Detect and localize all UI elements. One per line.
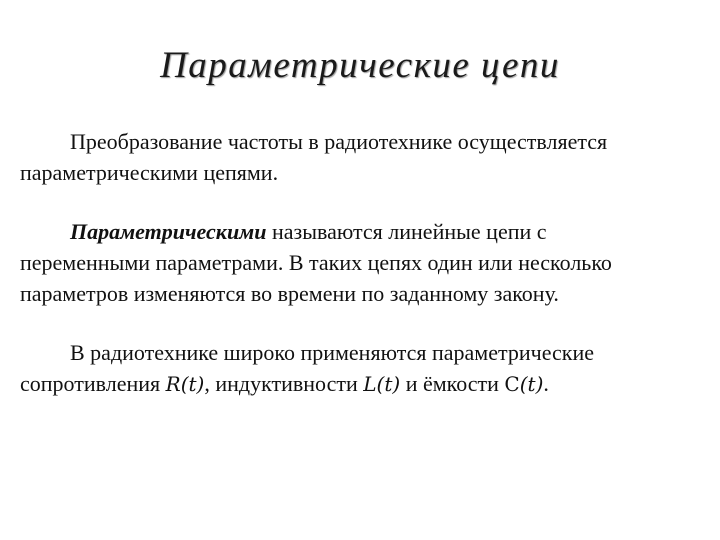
paragraph-text: и ёмкости: [400, 371, 505, 396]
paragraph-text: Преобразование частоты в радиотехнике осуществляется параметрическими цепями.: [20, 129, 608, 185]
math-resistance: R(t): [165, 372, 205, 396]
math-inductance: L(t): [363, 372, 401, 396]
paragraph-text: В радиотехнике широко применяются параметрические сопротивления: [20, 340, 594, 396]
paragraph-text: , индуктивности: [204, 371, 364, 396]
slide-title: Параметрические цепи: [160, 45, 560, 86]
math-capacitance-letter: C: [504, 372, 520, 396]
slide-body: [20, 126, 682, 428]
math-capacitance-arg: (t): [519, 372, 544, 396]
paragraph-definition: [20, 216, 682, 309]
paragraph-text: называются линейные цепи с переменными параметрами. В таких цепях один или несколько параметров изменяются во времени по заданному закону.: [20, 219, 612, 306]
paragraph-text: .: [543, 371, 549, 396]
math-capacitance: [504, 372, 543, 396]
paragraph-parametric-elements: [20, 337, 682, 400]
defined-term: Параметрическими: [70, 219, 267, 244]
paragraph-frequency-conversion: [20, 126, 682, 188]
